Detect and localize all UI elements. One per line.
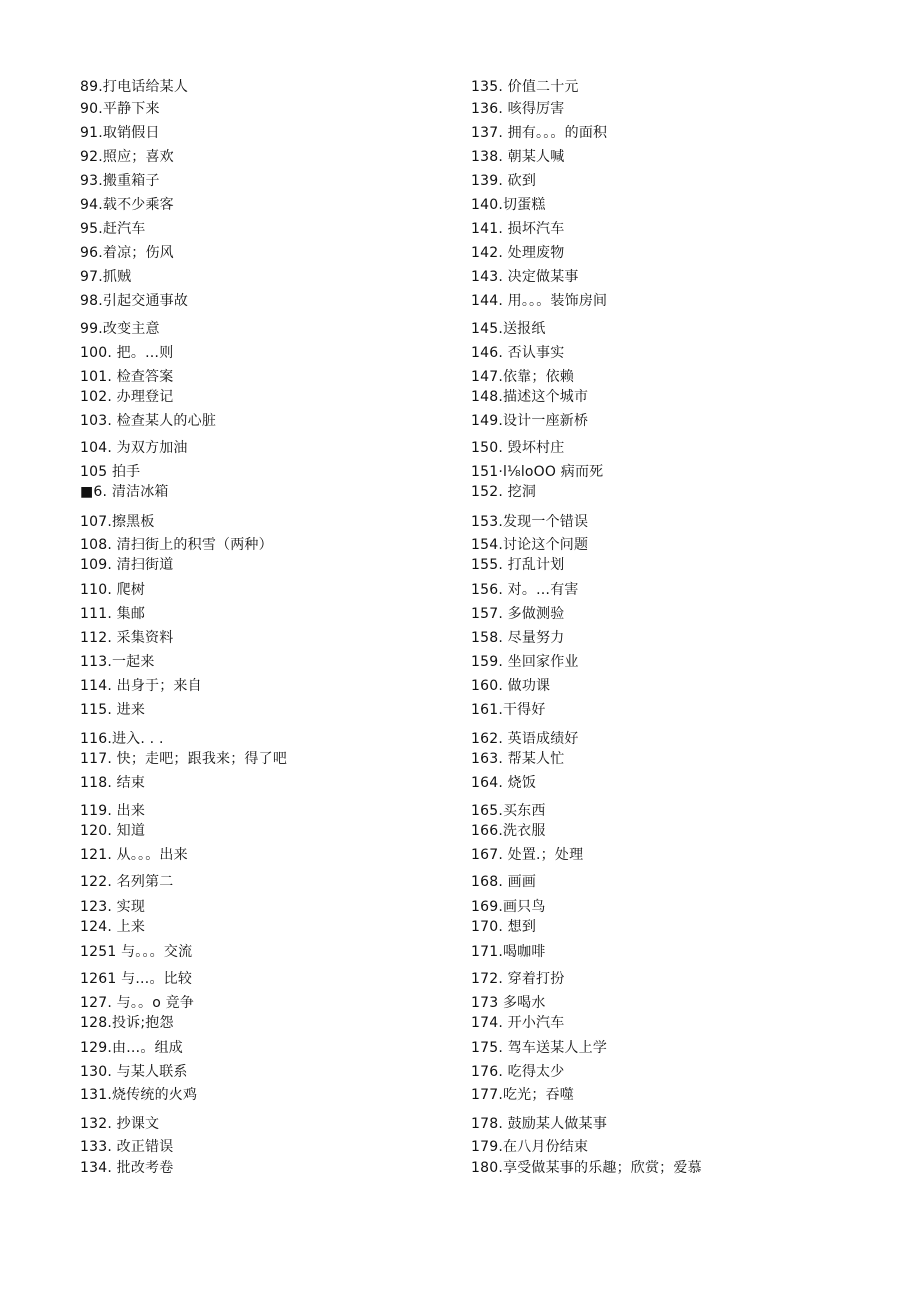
vocab-entry: 163. 帮某人忙: [471, 751, 565, 767]
vocab-entry: 1261 与…。比较: [80, 971, 193, 987]
vocab-entry: 150. 毁坏村庄: [471, 440, 565, 456]
right-vocabulary-column: [471, 0, 871, 1301]
vocab-entry: 92.照应；喜欢: [80, 149, 174, 165]
vocab-entry: 123. 实现: [80, 899, 146, 915]
vocab-entry: 162. 英语成绩好: [471, 731, 579, 747]
vocab-entry: 148.描述这个城市: [471, 389, 589, 405]
vocab-entry: 120. 知道: [80, 823, 146, 839]
vocab-entry: 129.由…。组成: [80, 1040, 183, 1056]
vocab-entry: 100. 把。…则: [80, 345, 174, 361]
vocab-entry: 169.画只鸟: [471, 899, 546, 915]
vocab-entry: 171.喝咖啡: [471, 944, 546, 960]
vocab-entry: 139. 砍到: [471, 173, 537, 189]
vocab-entry: 107.擦黑板: [80, 514, 155, 530]
vocab-entry: 153.发现一个错误: [471, 514, 589, 530]
vocab-entry: 175. 驾车送某人上学: [471, 1040, 608, 1056]
vocab-entry: 93.搬重箱子: [80, 173, 160, 189]
vocab-entry: 118. 结束: [80, 775, 146, 791]
vocab-entry: 127. 与。。o 竞争: [80, 995, 195, 1011]
vocab-entry: 131.烧传统的火鸡: [80, 1087, 198, 1103]
vocab-entry: 112. 采集资料: [80, 630, 174, 646]
vocab-entry: 144. 用。。。装饰房间: [471, 293, 608, 309]
vocab-entry: 122. 名列第二: [80, 874, 174, 890]
vocab-entry: 96.着凉；伤风: [80, 245, 174, 261]
vocab-entry: 99.改变主意: [80, 321, 160, 337]
vocab-entry: 141. 损坏汽车: [471, 221, 565, 237]
vocab-entry: 134. 批改考卷: [80, 1160, 174, 1176]
vocab-entry: 113.一起来: [80, 654, 155, 670]
vocab-entry: 146. 否认事实: [471, 345, 565, 361]
vocab-entry: ■6. 清洁冰箱: [80, 484, 169, 500]
vocab-entry: 117. 快；走吧；跟我来；得了吧: [80, 751, 288, 767]
vocab-entry: 119. 出来: [80, 803, 146, 819]
vocab-entry: 154.讨论这个问题: [471, 537, 589, 553]
vocab-entry: 102. 办理登记: [80, 389, 174, 405]
vocab-entry: 104. 为双方加油: [80, 440, 188, 456]
vocab-entry: 137. 拥有。。。的面积: [471, 125, 608, 141]
vocab-entry: 124. 上来: [80, 919, 146, 935]
vocab-entry: 156. 对。…有害: [471, 582, 579, 598]
vocab-entry: 116.进入. . .: [80, 731, 164, 747]
vocab-entry: 157. 多做测验: [471, 606, 565, 622]
vocab-entry: 140.切蛋糕: [471, 197, 546, 213]
vocab-entry: 89.打电话给某人: [80, 79, 189, 95]
vocab-entry: 179.在八月份结束: [471, 1139, 589, 1155]
vocab-entry: 165.买东西: [471, 803, 546, 819]
vocab-entry: 142. 处理废物: [471, 245, 565, 261]
vocab-entry: 135. 价值二十元: [471, 79, 579, 95]
vocab-entry: 108. 清扫街上的积雪（两种）: [80, 537, 273, 553]
vocab-entry: 101. 检查答案: [80, 369, 174, 385]
vocab-entry: 166.洗衣服: [471, 823, 546, 839]
vocab-entry: 176. 吃得太少: [471, 1064, 565, 1080]
vocab-entry: 103. 检查某人的心脏: [80, 413, 217, 429]
vocab-entry: 178. 鼓励某人做某事: [471, 1116, 608, 1132]
vocab-entry: 172. 穿着打扮: [471, 971, 565, 987]
vocab-entry: 128.投诉;抱怨: [80, 1015, 174, 1031]
vocab-entry: 130. 与某人联系: [80, 1064, 188, 1080]
vocab-entry: 174. 开小汽车: [471, 1015, 565, 1031]
vocab-entry: 145.送报纸: [471, 321, 546, 337]
vocab-entry: 151·l⅛loOO 病而死: [471, 464, 604, 480]
vocab-entry: 111. 集邮: [80, 606, 146, 622]
left-vocabulary-column: [80, 0, 480, 1301]
vocab-entry: 170. 想到: [471, 919, 537, 935]
vocab-entry: 180.享受做某事的乐趣；欣赏；爱慕: [471, 1160, 702, 1176]
vocab-entry: 95.赶汽车: [80, 221, 146, 237]
vocab-entry: 115. 进来: [80, 702, 146, 718]
vocab-entry: 164. 烧饭: [471, 775, 537, 791]
vocab-entry: 97.抓贼: [80, 269, 132, 285]
vocab-entry: 136. 咳得厉害: [471, 101, 565, 117]
vocab-entry: 158. 尽量努力: [471, 630, 565, 646]
vocab-entry: 147.依靠；依赖: [471, 369, 574, 385]
vocab-entry: 177.吃光；吞噬: [471, 1087, 574, 1103]
vocab-entry: 168. 画画: [471, 874, 537, 890]
vocab-entry: 98.引起交通事故: [80, 293, 189, 309]
vocab-entry: 160. 做功课: [471, 678, 551, 694]
vocab-entry: 167. 处置.；处理: [471, 847, 584, 863]
vocab-entry: 159. 坐回家作业: [471, 654, 579, 670]
vocab-entry: 155. 打乱计划: [471, 557, 565, 573]
vocab-entry: 161.干得好: [471, 702, 546, 718]
vocab-entry: 152. 挖洞: [471, 484, 537, 500]
vocab-entry: 91.取销假日: [80, 125, 160, 141]
vocab-entry: 138. 朝某人喊: [471, 149, 565, 165]
vocab-entry: 94.载不少乘客: [80, 197, 174, 213]
vocab-entry: 173 多喝水: [471, 995, 546, 1011]
vocab-entry: 133. 改正错误: [80, 1139, 174, 1155]
vocab-entry: 132. 抄课文: [80, 1116, 160, 1132]
vocab-entry: 149.设计一座新桥: [471, 413, 589, 429]
vocab-entry: 110. 爬树: [80, 582, 146, 598]
vocab-entry: 105 拍手: [80, 464, 141, 480]
vocab-entry: 109. 清扫街道: [80, 557, 174, 573]
vocab-entry: 143. 决定做某事: [471, 269, 579, 285]
vocab-entry: 114. 出身于；来自: [80, 678, 202, 694]
vocab-entry: 90.平静下来: [80, 101, 160, 117]
vocab-entry: 1251 与。。。交流: [80, 944, 193, 960]
vocab-entry: 121. 从。。。出来: [80, 847, 188, 863]
